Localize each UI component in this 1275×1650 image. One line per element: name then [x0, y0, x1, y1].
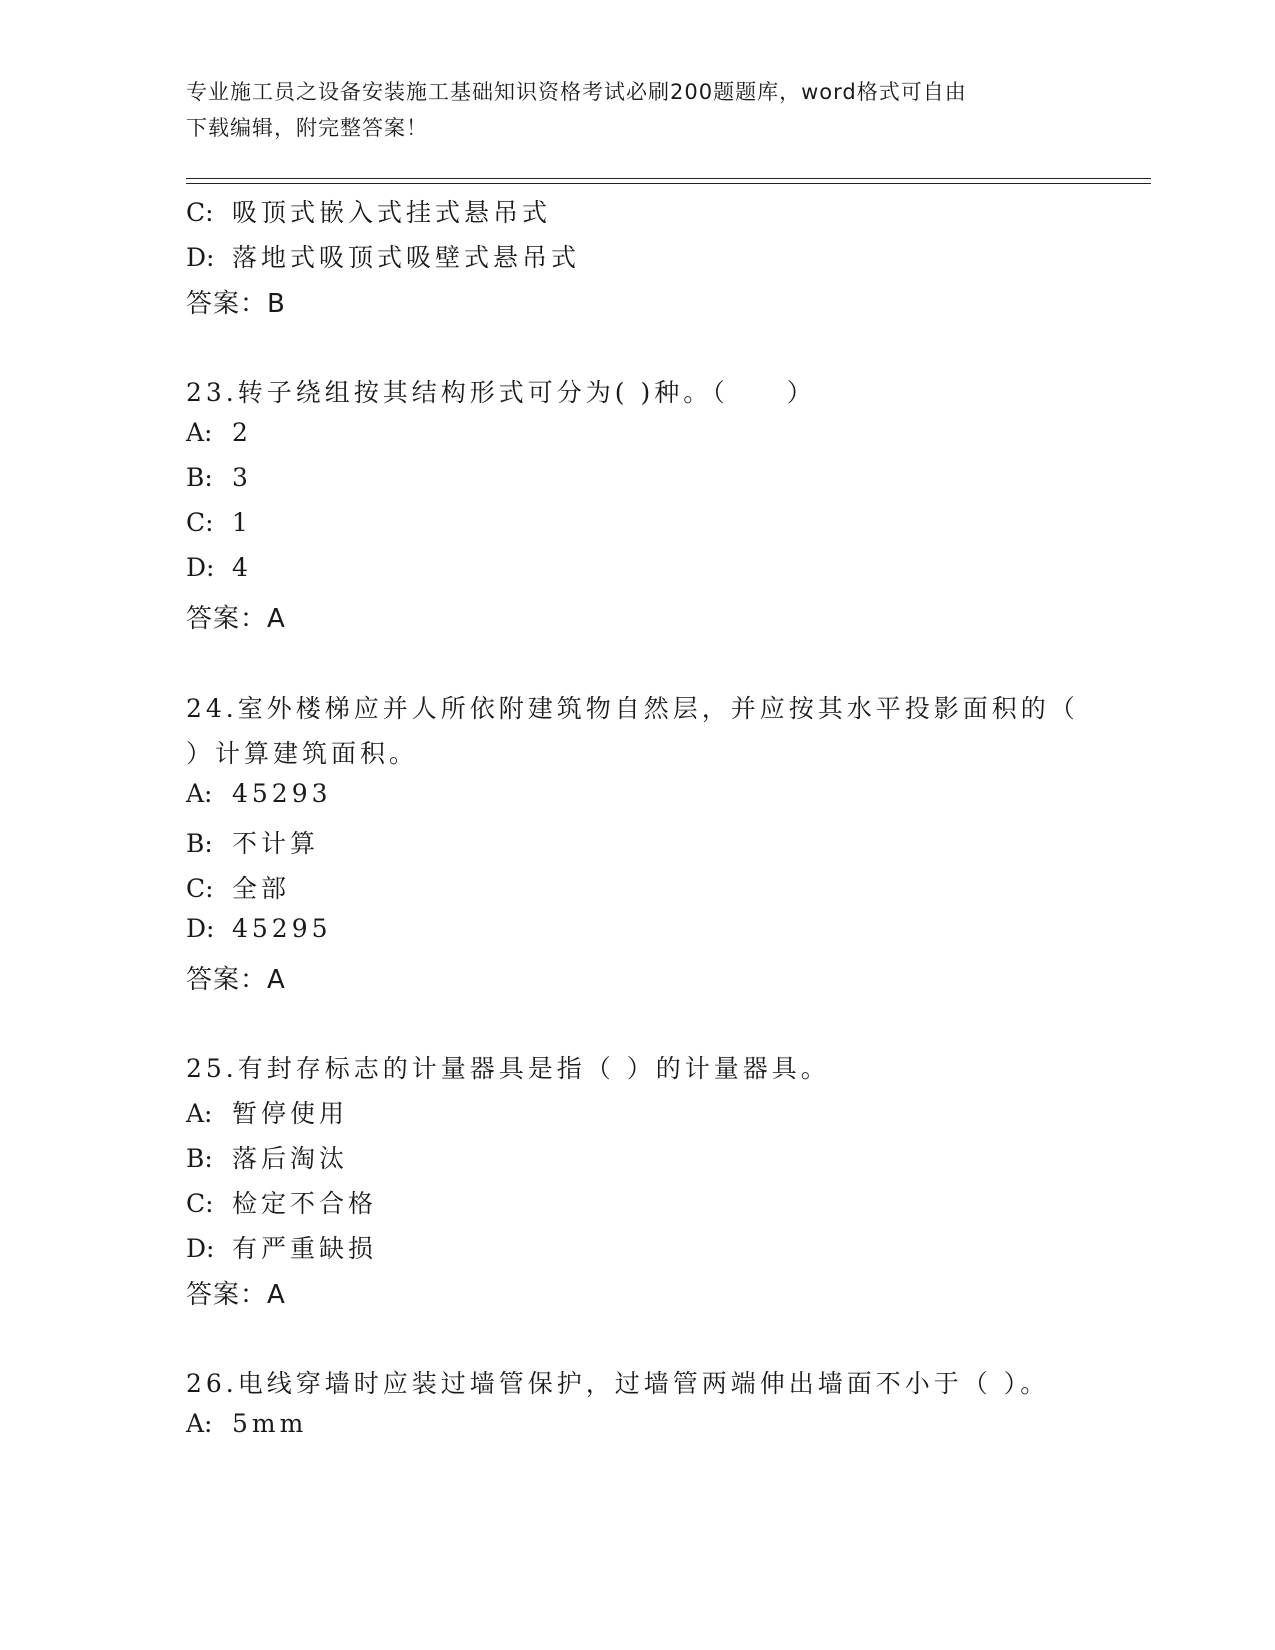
option-text: 45293 [232, 779, 332, 808]
option-text: 3 [232, 463, 252, 492]
header-divider-bottom [186, 183, 1151, 184]
option-text: 有严重缺损 [232, 1234, 378, 1263]
header-line-2: 下载编辑，附完整答案！ [186, 116, 428, 140]
option-text: 2 [232, 418, 252, 447]
option-label: D: [186, 553, 215, 582]
option-label: C: [186, 508, 214, 537]
question-26: 26.电线穿墙时应装过墙管保护，过墙管两端伸出墙面不小于（ ）。 [186, 1369, 1050, 1398]
option-label: D: [186, 1234, 215, 1263]
question-25: 25.有封存标志的计量器具是指（ ）的计量器具。 [186, 1054, 830, 1083]
option-label: B: [186, 1144, 213, 1173]
option-d [186, 238, 580, 274]
option-label: B: [186, 829, 213, 858]
option-text: 检定不合格 [232, 1189, 378, 1218]
option-b [186, 1139, 348, 1175]
option-text: 1 [232, 508, 252, 537]
answer: 答案：A [186, 965, 286, 995]
option-a [186, 779, 332, 808]
option-text: 吸顶式嵌入式挂式悬吊式 [232, 198, 552, 227]
option-text: 不计算 [232, 829, 320, 858]
option-b [186, 463, 252, 492]
option-label: A: [186, 779, 213, 808]
option-a [186, 1094, 348, 1130]
option-a [186, 1409, 307, 1438]
option-text: 5mm [232, 1409, 308, 1438]
option-label: A: [186, 1099, 213, 1128]
option-text: 暂停使用 [232, 1099, 349, 1128]
option-d [186, 1229, 377, 1265]
header-line-1: 专业施工员之设备安装施工基础知识资格考试必刷200题题库，word格式可自由 [186, 80, 967, 104]
option-label: C: [186, 198, 214, 227]
option-c [186, 869, 290, 905]
answer: 答案：A [186, 604, 286, 634]
option-text: 落地式吸顶式吸壁式悬吊式 [232, 243, 581, 272]
option-d [186, 914, 332, 943]
option-text: 落后淘汰 [232, 1144, 349, 1173]
question-24-line-1: 24.室外楼梯应并人所依附建筑物自然层，并应按其水平投影面积的（ [186, 694, 1079, 723]
option-label: A: [186, 1409, 213, 1438]
option-d [186, 553, 252, 582]
header-divider-top [186, 178, 1151, 179]
option-c [186, 193, 551, 229]
option-label: D: [186, 914, 215, 943]
answer: 答案：B [186, 289, 286, 319]
option-label: C: [186, 1189, 214, 1218]
option-text: 全部 [232, 874, 291, 903]
option-c [186, 1184, 377, 1220]
document-header [186, 74, 1086, 146]
question-23: 23.转子绕组按其结构形式可分为( )种。（ ） [186, 378, 816, 407]
option-c [186, 508, 252, 537]
option-label: B: [186, 463, 213, 492]
option-label: C: [186, 874, 214, 903]
option-b [186, 824, 319, 860]
option-a [186, 418, 252, 447]
option-text: 4 [232, 553, 252, 582]
option-label: D: [186, 243, 215, 272]
option-label: A: [186, 418, 213, 447]
answer: 答案：A [186, 1280, 286, 1310]
question-24-line-2: ）计算建筑面积。 [186, 739, 419, 768]
option-text: 45295 [232, 914, 332, 943]
